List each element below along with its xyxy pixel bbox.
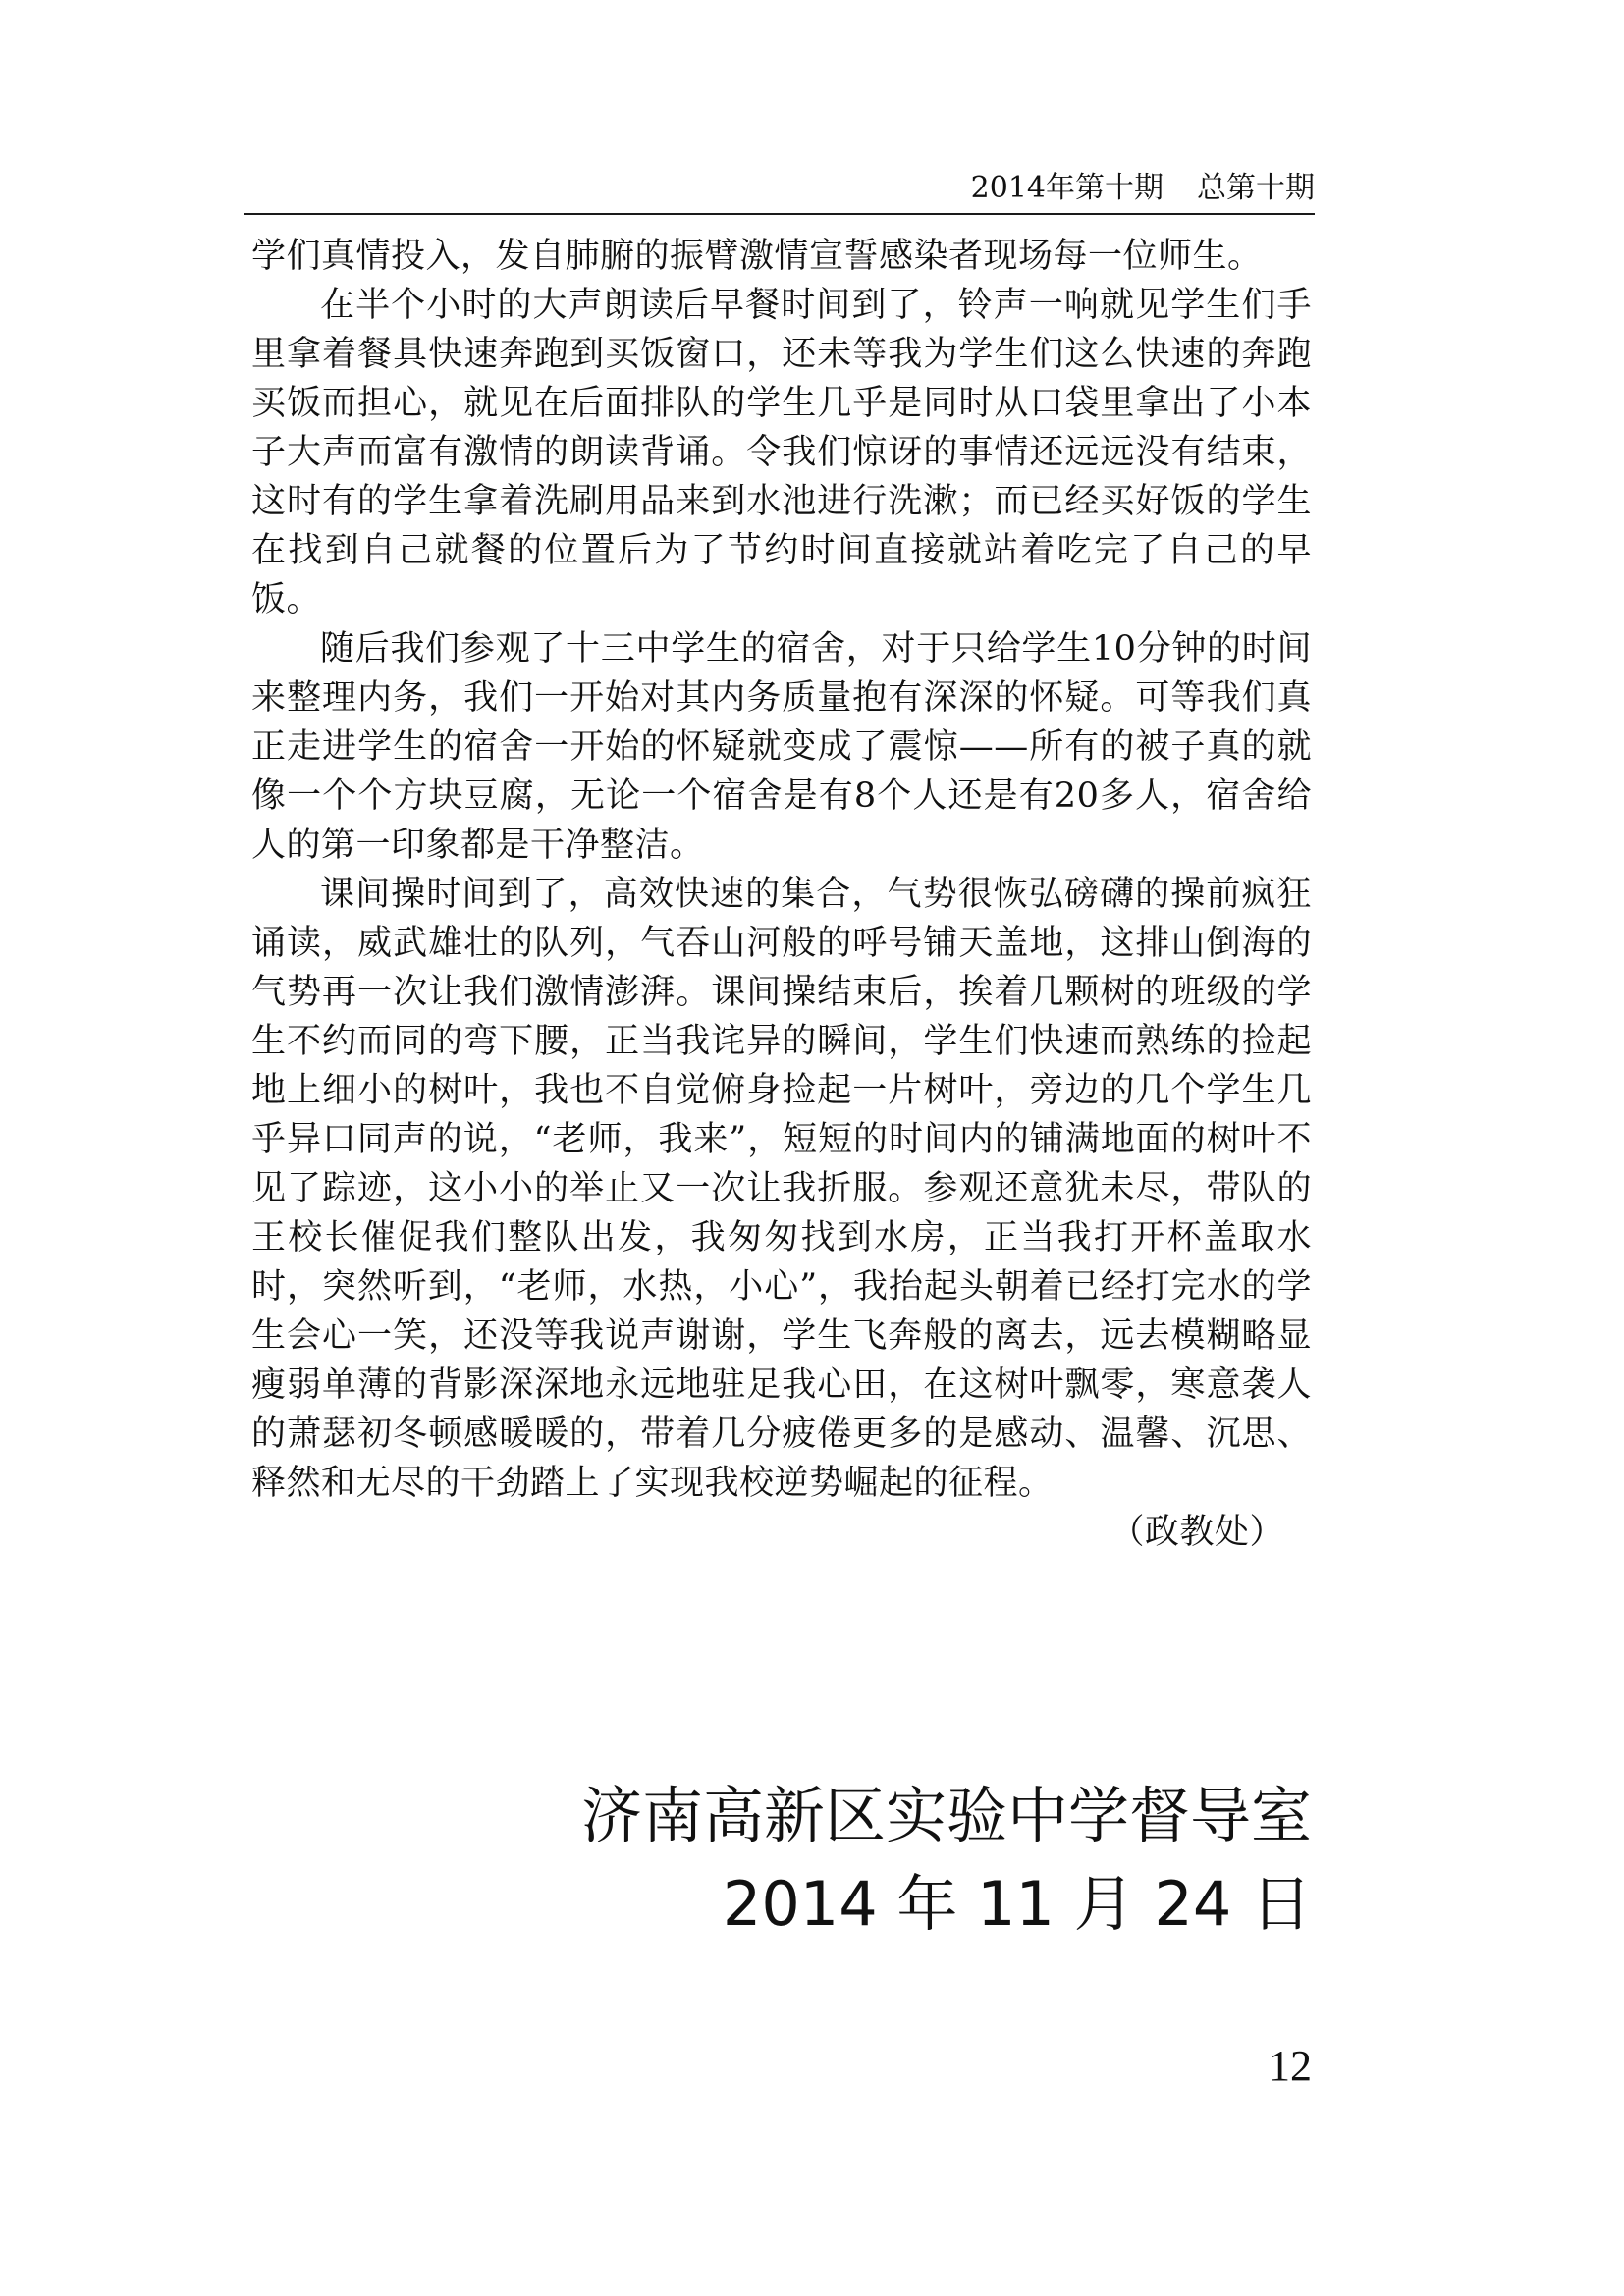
page-number: 12	[1269, 2042, 1312, 2090]
article-signature: （政教处）	[1110, 1513, 1284, 1552]
article-paragraph-exercise: 课间操时间到了，高效快速的集合，气势很恢弘磅礴的操前疯狂诵读，威武雄壮的队列，气吞山河般的呼号铺天盖地，这排山倒海的气势再一次让我们激情澎湃。课间操结束后，挨着几颗树的班级的学生不约而同的弯下腰，正当我诧异的瞬间，学生们快速而熟练的捡起地上细小的树叶，我也不自觉俯身捡起一片树叶，旁边的几个学生几乎异口同声的说，“老师，我来”，短短的时间内的铺满地面的树叶不见了踪迹，这小小的举止又一次让我折服。参观还意犹未尽，带队的王校长催促我们整队出发，我匆匆找到水房，正当我打开杯盖取水时，突然听到，“老师，水热，小心”，我抬起头朝着已经打完水的学生会心一笑，还没等我说声谢谢，学生飞奔般的离去，远去模糊略显瘦弱单薄的背影深深地永远地驻足我心田，在这树叶飘零，寒意袭人的萧瑟初冬顿感暖暖的，带着几分疲倦更多的是感动、温馨、沉思、释然和无尽的干劲踏上了实现我校逆势崛起的征程。	[251, 875, 1312, 1503]
closing-date: 2014 年 11 月 24 日	[722, 1868, 1312, 1940]
total-issue-label: 总第十期	[1197, 171, 1315, 205]
article-paragraph-breakfast: 在半个小时的大声朗读后早餐时间到了，铃声一响就见学生们手里拿着餐具快速奔跑到买饭窗口，还未等我为学生们这么快速的奔跑买饭而担心，就见在后面排队的学生几乎是同时从口袋里拿出了小本子大声而富有激情的朗读背诵。令我们惊讶的事情还远远没有结束，这时有的学生拿着洗刷用品来到水池进行洗漱；而已经买好饭的学生在找到自己就餐的位置后为了节约时间直接就站着吃完了自己的早饭。	[251, 286, 1312, 619]
header-rule	[244, 213, 1315, 215]
issue-label: 2014年第十期	[970, 171, 1164, 205]
article-paragraph-continued: 学们真情投入，发自肺腑的振臂激情宣誓感染者现场每一位师生。	[251, 237, 1263, 276]
running-header	[971, 169, 1315, 208]
closing-organization: 济南高新区实验中学督导室	[580, 1780, 1312, 1851]
article-body	[251, 232, 1312, 1557]
article-paragraph-dormitory: 随后我们参观了十三中学生的宿舍，对于只给学生10分钟的时间来整理内务，我们一开始对其内务质量抱有深深的怀疑。可等我们真正走进学生的宿舍一开始的怀疑就变成了震惊——所有的被子真的就像一个个方块豆腐，无论一个宿舍是有8个人还是有20多人，宿舍给人的第一印象都是干净整洁。	[251, 629, 1312, 865]
